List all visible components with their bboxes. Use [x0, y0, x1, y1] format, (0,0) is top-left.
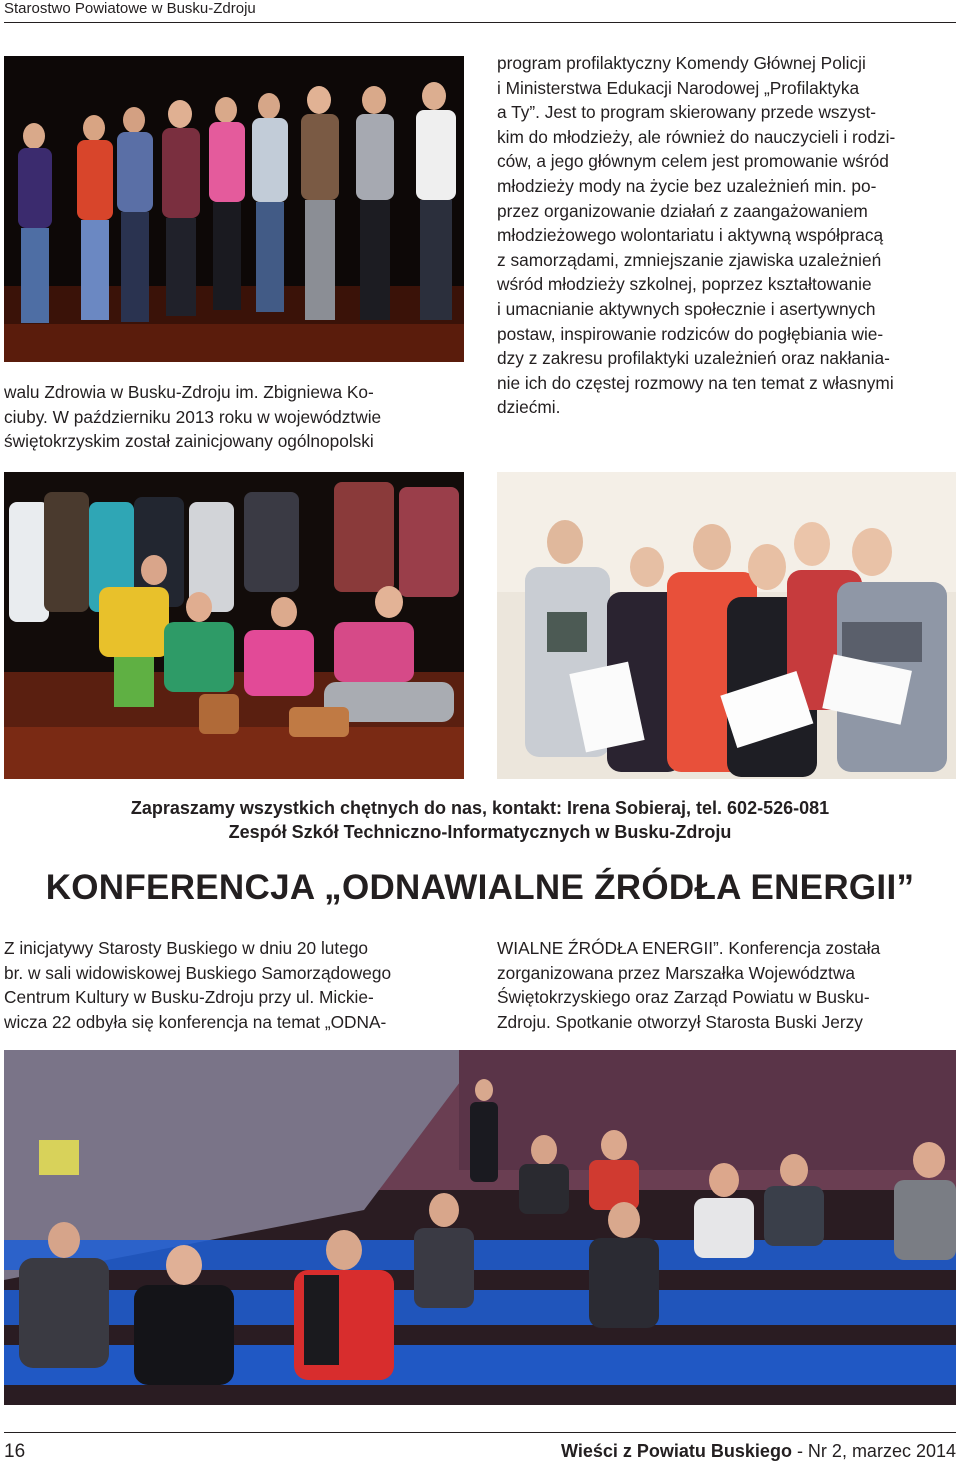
photo-group-on-stage [4, 472, 464, 779]
article1-right-line: przez organizowanie działań z zaangażowaniem [497, 200, 868, 221]
article1-right-line: program profilaktyczny Komendy Głównej Policji [497, 53, 866, 73]
article1-right-line: i umacnianie aktywnych społecznie i asertywnych [497, 298, 876, 319]
article1-right-line: młodzieżowego wolontariatu i aktywną współpracą [497, 225, 884, 246]
photo-students-on-stage [4, 56, 464, 362]
conference-left-line: br. w sali widowiskowej Buskiego Samorządowego [4, 962, 392, 983]
school-name: Zespół Szkół Techniczno-Informatycznych w Busku-Zdroju [228, 822, 732, 842]
article1-right-line: dziećmi. [497, 397, 561, 418]
conference-right-line: WIALNE ŹRÓDŁA ENERGII”. Konferencja została [497, 938, 881, 958]
photo-students-with-certificates [497, 472, 956, 779]
article1-right-column [497, 51, 956, 420]
conference-right-line: Zdroju. Spotkanie otworzył Starosta Buski Jerzy [497, 1011, 863, 1032]
article1-right-line: postaw, inspirowanie rodziców do pogłębiania wie- [497, 323, 884, 344]
publication-title: Wieści z Powiatu Buskiego [561, 1441, 792, 1461]
header-rule [4, 22, 956, 23]
publication-issue: - Nr 2, marzec 2014 [791, 1441, 956, 1461]
article1-right-line: kim do młodzieży, ale również do nauczycieli i rodzi- [497, 126, 896, 147]
article1-right-line: ców, a jego głównym celem jest promowanie wśród [497, 151, 889, 172]
conference-right-line: Świętokrzyskiego oraz Zarząd Powiatu w Busku- [497, 987, 870, 1008]
article1-right-line: i Ministerstwa Edukacji Narodowej „Profilaktyka [497, 77, 860, 98]
footer-rule [4, 1432, 956, 1433]
conference-title: KONFERENCJA „ODNAWIALNE ŹRÓDŁA ENERGII” [45, 868, 915, 907]
article1-right-line: dzy z zakresu profilaktyki uzależnień oraz nakłania- [497, 348, 890, 369]
conference-left-line: wicza 22 odbyła się konferencja na temat „ODNA- [4, 1011, 387, 1032]
article1-left-column [4, 380, 464, 454]
article1-right-line: a Ty”. Jest to program skierowany przede wszyst- [497, 102, 877, 123]
article1-right-line: nie ich do częstej rozmowy na ten temat z własnymi [497, 372, 894, 393]
article1-right-line: wśród młodzieży szkolnej, poprzez kształtowanie [497, 274, 872, 295]
photo-conference-audience [4, 1050, 956, 1405]
conference-left-column [4, 936, 464, 1034]
publication-info [561, 1441, 956, 1462]
conference-left-line: Centrum Kultury w Busku-Zdroju przy ul. Mickie- [4, 987, 374, 1008]
article1-left-line: świętokrzyskim został zainicjowany ogólnopolski [4, 431, 374, 452]
page-header [0, 0, 960, 24]
article1-left-line: ciuby. W październiku 2013 roku w województwie [4, 406, 382, 427]
article1-right-line: z samorządami, zmniejszanie zjawiska uzależnień [497, 249, 882, 270]
page-number: 16 [4, 1441, 26, 1462]
article1-right-line: młodzieży mody na życie bez uzależnień min. po- [497, 175, 877, 196]
conference-right-line: zorganizowana przez Marszałka Województwa [497, 962, 855, 983]
conference-right-column [497, 936, 956, 1034]
article1-left-line: walu Zdrowia w Busku-Zdroju im. Zbigniewa Ko- [4, 382, 374, 402]
contact-info [0, 796, 960, 844]
conference-left-line: Z inicjatywy Starosty Buskiego w dniu 20 lutego [4, 938, 369, 958]
contact-line: Zapraszamy wszystkich chętnych do nas, kontakt: Irena Sobieraj, tel. 602-526-081 [130, 798, 830, 818]
header-title: Starostwo Powiatowe w Busku-Zdroju [4, 0, 256, 17]
